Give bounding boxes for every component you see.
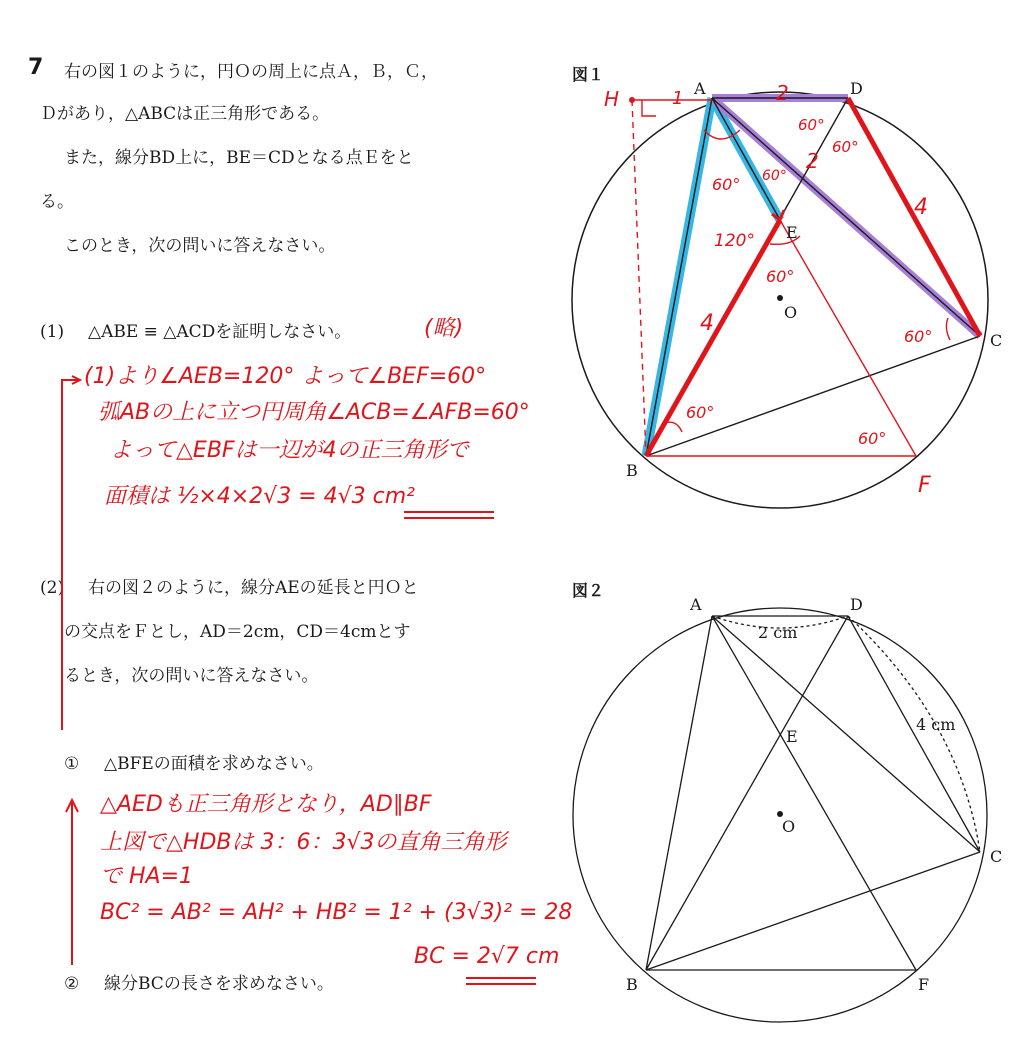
answer1-line-4: 面積は ½×4×2√3 = 4√3 cm² [104,484,415,509]
figure2-label: 図２ [572,581,605,600]
answer-underlines [404,512,536,984]
margin-arrows [62,376,80,965]
fig2-cd-length: 4 cm [916,715,956,734]
mark-be: 4 [700,311,714,336]
red-hb-dashed [632,100,646,456]
arrow-up-1 [62,380,78,730]
mark-de: 2 [806,149,819,173]
red-ef [780,220,916,456]
fig2-label-a: A [690,595,702,614]
figure1-label: 図１ [572,65,605,84]
q1-label: (1) [40,322,65,342]
mark-c60: 60° [904,327,933,346]
q2-label: (2) [40,578,65,598]
q2-line-2: の交点をＦとし，AD＝2cm，CD＝4cmとす [64,622,411,642]
intro-line-4: る。 [40,192,74,212]
fig1-label-e: E [786,223,798,242]
answer2-line-1: △AEDも正三角形となり，AD∥BF [100,792,432,817]
answer2-line-5: BC = 2√7 cm [414,944,560,969]
q2-line-3: るとき，次の問いに答えなさい。 [64,666,319,686]
sub1-label: ① [64,754,80,774]
fig1-label-c: C [990,331,1003,350]
fig1-label-h: H [604,87,620,111]
q1-note: (略) [424,316,464,341]
fig1-label-a: A [694,79,706,98]
fig2-label-d: D [850,595,863,614]
fig2-label-b: B [626,975,638,994]
mark-f60: 60° [858,429,887,448]
mark-dc: 4 [914,195,928,220]
fig2-label-e: E [786,727,798,746]
mark-ad: 2 [776,81,789,105]
sub2-text: 線分BCの長さを求めなさい。 [104,974,334,994]
mark-d60a: 60° [798,116,825,134]
fig1-label-o: O [784,303,798,322]
fig2-label-o: O [782,817,796,836]
answer1-line-2: 弧ABの上に立つ円周角∠ACB=∠AFB=60° [98,400,530,425]
fig1-label-f: F [918,473,931,498]
mark-aeb: 120° [714,231,755,251]
sub2-label: ② [64,974,80,994]
sub1-text: △BFEの面積を求めなさい。 [104,754,324,774]
center-dot-fig1 [777,295,783,301]
fig2-ad-length: 2 cm [758,623,798,642]
q1-text: △ABE ≡ △ACDを証明しなさい。 [88,322,352,342]
problem-number: 7 [28,55,44,80]
mark-d60b: 60° [832,138,859,156]
intro-line-3: また，線分BD上に，BE＝CDとなる点Ｅをと [64,148,414,168]
answer1-line-3: よって△EBFは一辺が4の正三角形で [110,438,469,463]
answer2-line-4: BC² = AB² = AH² + HB² = 1² + (3√3)² = 28 [100,900,573,925]
intro-line-5: このとき，次の問いに答えなさい。 [64,236,336,256]
q2-line-1: 右の図２のように，線分AEの延長と円Ｏと [88,578,419,598]
answer2-line-2: 上図で△HDBは 3：6：3√3の直角三角形 [100,830,507,855]
fig1-label-d: D [850,79,863,98]
mark-b60: 60° [686,403,715,422]
fig2-label-f: F [918,975,930,994]
intro-line-2: Ｄがあり，△ABCは正三角形である。 [40,104,330,124]
fig1-label-b: B [626,461,638,480]
mark-ae60: 60° [762,168,787,184]
figure1 [572,92,988,508]
answer1-line-1: (1)より∠AEB=120° よって∠BEF=60° [84,364,487,389]
fig2-label-c: C [990,847,1003,866]
mark-e60: 60° [766,267,795,286]
intro-line-1: 右の図１のように，円Ｏの周上に点Ａ，Ｂ，Ｃ， [64,62,438,82]
mark-a60: 60° [712,175,741,194]
answer2-line-3: で HA=1 [100,864,194,889]
mark-ha: 1 [672,88,684,109]
